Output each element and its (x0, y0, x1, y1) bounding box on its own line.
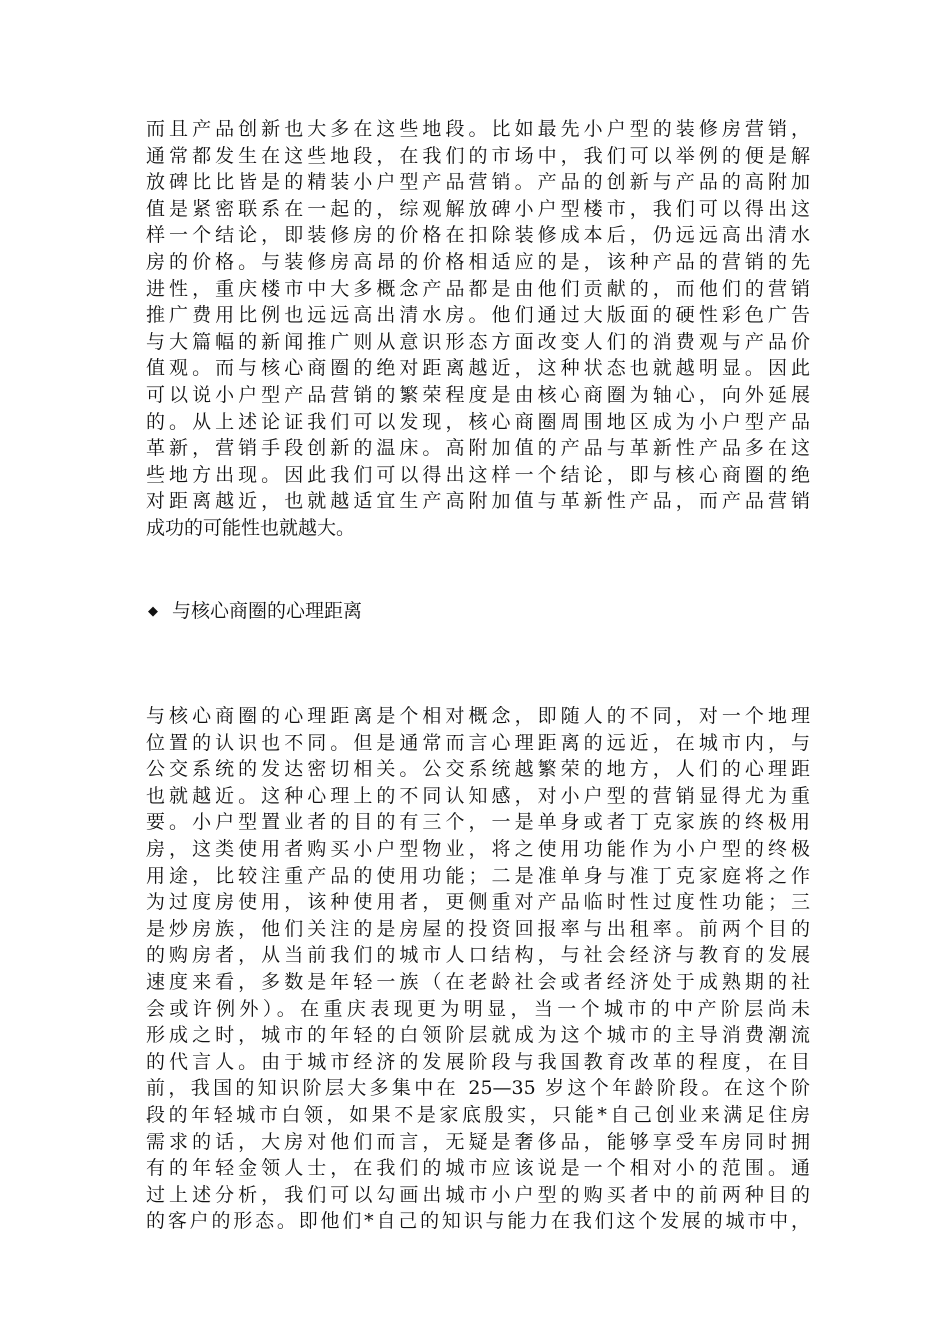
text-line: 房的价格。与装修房高昂的价格相适应的是，该种产品的营销的先 (146, 250, 810, 273)
text-line: 样一个结论，即装修房的价格在扣除装修成本后，仍远远高出清水 (146, 224, 810, 247)
text-line: 成功的可能性也就越大。 (146, 516, 356, 539)
text-line: 是炒房族，他们关注的是房屋的投资回报率与出租率。前两个目的 (146, 917, 810, 940)
text-line: 的购房者，从当前我们的城市人口结构，与社会经济与教育的发展 (146, 944, 810, 967)
text-line: 用途，比较注重产品的使用功能；二是准单身与准丁克家庭将之作 (146, 864, 810, 887)
text-line: 也就越近。这种心理上的不同认知感，对小户型的营销显得尤为重 (146, 784, 810, 807)
text-line: 些地方出现。因此我们可以得出这样一个结论，即与核心商圈的绝 (146, 463, 810, 486)
text-line: 位置的认识也不同。但是通常而言心理距离的远近，在城市内，与 (146, 731, 810, 754)
diamond-bullet-icon: ◆ (148, 604, 158, 619)
text-line: 的代言人。由于城市经济的发展阶段与我国教育改革的程度，在目 (146, 1050, 810, 1073)
text-line: 公交系统的发达密切相关。公交系统越繁荣的地方，人们的心理距 (146, 758, 810, 781)
text-line: 形成之时，城市的年轻的白领阶层就成为这个城市的主导消费潮流 (146, 1024, 810, 1047)
text-line: 前，我国的知识阶层大多集中在 25—35 岁这个年龄阶段。在这个阶 (146, 1077, 810, 1100)
text-line: 的。从上述论证我们可以发现，核心商圈周围地区成为小户型产品 (146, 410, 810, 433)
text-line: 可以说小户型产品营销的繁荣程度是由核心商圈为轴心，向外延展 (146, 383, 810, 406)
text-line: 段的年轻城市白领，如果不是家底殷实，只能*自己创业来满足住房 (146, 1103, 810, 1126)
text-line: 与大篇幅的新闻推广则从意识形态方面改变人们的消费观与产品价 (146, 330, 810, 353)
text-line: 推广费用比例也远远高出清水房。他们通过大版面的硬性彩色广告 (146, 304, 810, 327)
body-paragraph-2 (146, 703, 810, 1235)
text-line: 与核心商圈的心理距离是个相对概念，即随人的不同，对一个地理 (146, 705, 810, 727)
text-line: 需求的话，大房对他们而言，无疑是奢侈品，能够享受车房同时拥 (146, 1130, 810, 1153)
text-line: 进性，重庆楼市中大多概念产品都是由他们贡献的，而他们的营销 (146, 277, 810, 300)
text-line: 值是紧密联系在一起的，综观解放碑小户型楼市，我们可以得出这 (146, 197, 810, 220)
text-line: 对距离越近，也就越适宜生产高附加值与革新性产品，而产品营销 (146, 490, 810, 513)
text-line: 过上述分析，我们可以勾画出城市小户型的购买者中的前两种目的 (146, 1183, 810, 1206)
text-line: 速度来看，多数是年轻一族（在老龄社会或者经济处于成熟期的社 (146, 970, 810, 993)
section-heading (148, 598, 362, 625)
text-line: 要。小户型置业者的目的有三个，一是单身或者丁克家族的终极用 (146, 811, 810, 834)
text-line: 放碑比比皆是的精装小户型产品营销。产品的创新与产品的高附加 (146, 171, 810, 194)
text-line: 有的年轻金领人士，在我们的城市应该说是一个相对小的范围。通 (146, 1157, 810, 1180)
text-line: 值观。而与核心商圈的绝对距离越近，这种状态也就越明显。因此 (146, 357, 810, 380)
section-heading-text: 与核心商圈的心理距离 (172, 600, 363, 622)
text-line: 通常都发生在这些地段，在我们的市场中，我们可以举例的便是解 (146, 144, 810, 167)
text-line: 房，这类使用者购买小户型物业，将之使用功能作为小户型的终极 (146, 837, 810, 860)
text-line: 为过度房使用，该种使用者，更侧重对产品临时性过度性功能；三 (146, 891, 810, 914)
text-line: 会或许例外）。在重庆表现更为明显，当一个城市的中产阶层尚未 (146, 997, 810, 1020)
text-line: 革新，营销手段创新的温床。高附加值的产品与革新性产品多在这 (146, 437, 810, 460)
text-line: 的客户的形态。即他们*自己的知识与能力在我们这个发展的城市中， (146, 1210, 810, 1233)
text-line: 而且产品创新也大多在这些地段。比如最先小户型的装修房营销， (146, 118, 810, 140)
body-paragraph-1 (146, 116, 810, 542)
